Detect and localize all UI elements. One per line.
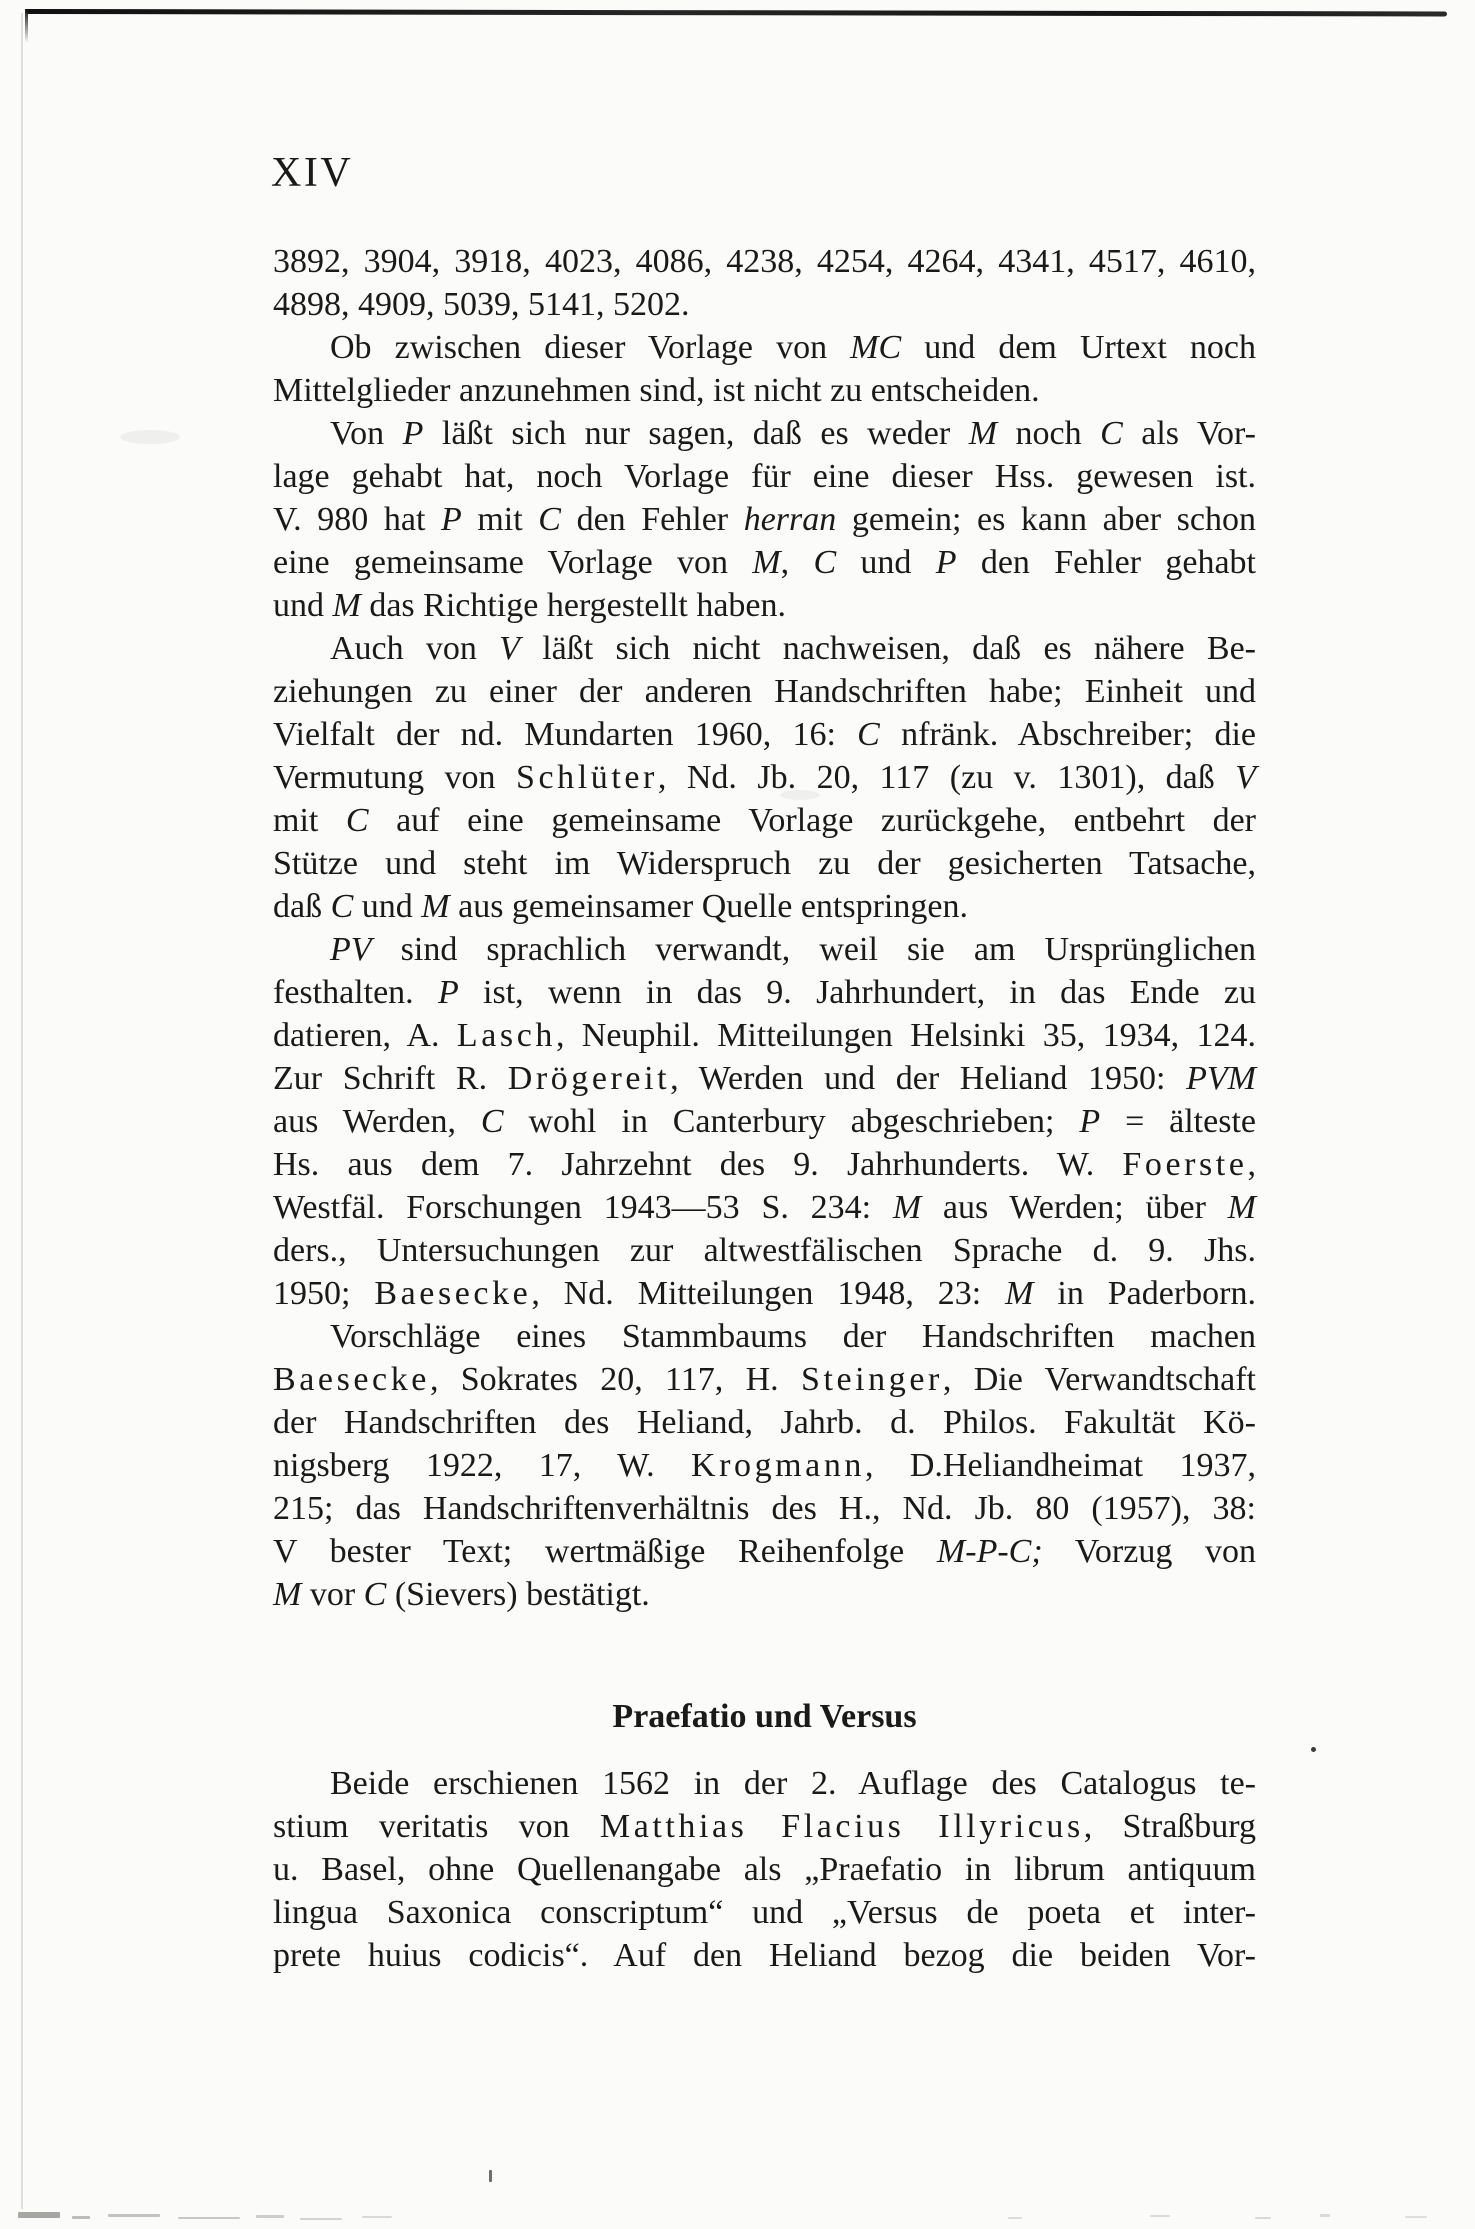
text-line <box>273 713 1256 756</box>
italic-text: M <box>421 888 450 925</box>
plain-text: eine gemeinsame Vorlage von <box>273 544 753 581</box>
plain-text: aus gemeinsamer Quelle entspringen. <box>449 888 968 925</box>
italic-text: M <box>1227 1189 1256 1226</box>
text-line <box>273 412 1256 455</box>
plain-text: , Straßburg <box>1083 1808 1256 1845</box>
text-line <box>273 584 1256 627</box>
plain-text: , <box>1247 1146 1256 1183</box>
italic-text: M <box>273 1576 302 1613</box>
text-line <box>273 1229 1256 1272</box>
text-line <box>273 541 1256 584</box>
plain-text: noch <box>997 415 1101 452</box>
text-line <box>273 1934 1256 1977</box>
text-line <box>273 1573 1256 1616</box>
plain-text: und dem Urtext noch <box>901 329 1256 366</box>
text-line <box>273 369 1256 412</box>
italic-text: PVM <box>1186 1060 1256 1097</box>
text-line <box>273 1358 1256 1401</box>
text-line <box>273 1272 1256 1315</box>
plain-text: ders., Untersuchungen zur altwestfälischen Sprache d. 9. Jhs. <box>273 1232 1256 1269</box>
text-line <box>273 1186 1256 1229</box>
plain-text: Ob zwischen dieser Vorlage von <box>330 329 851 366</box>
text-line <box>273 326 1256 369</box>
plain-text: 215; das Handschriftenverhältnis des H., Nd. Jb. 80 (1957), 38: <box>273 1490 1256 1527</box>
italic-text: V <box>499 630 520 667</box>
plain-text: , Die Verwandtschaft <box>942 1361 1256 1398</box>
italic-text: M <box>332 587 361 624</box>
letterspaced-name: Baesecke <box>273 1361 430 1398</box>
text-line <box>273 799 1256 842</box>
plain-text: vor <box>301 1576 364 1613</box>
section-paragraph-block <box>273 1762 1256 1977</box>
plain-text: , Nd. Jb. 20, 117 (zu v. 1301), daß <box>657 759 1236 796</box>
plain-text: datieren, A. <box>273 1017 457 1054</box>
text-line <box>273 283 1256 326</box>
italic-text: P <box>440 501 462 538</box>
text-line <box>273 756 1256 799</box>
plain-text: 4898, 4909, 5039, 5141, 5202. <box>273 286 690 323</box>
text-line <box>273 1315 1256 1358</box>
plain-text: Zur Schrift R. <box>273 1060 508 1097</box>
plain-text: Vorschläge eines Stammbaums der Handschriften machen <box>330 1318 1256 1355</box>
plain-text: das Richtige hergestellt haben. <box>360 587 787 624</box>
plain-text: Mittelglieder anzunehmen sind, ist nicht zu entscheiden. <box>273 372 1040 409</box>
letterspaced-name: Baesecke <box>374 1275 532 1312</box>
text-line <box>273 1401 1256 1444</box>
text-line <box>273 1530 1256 1573</box>
text-line <box>273 1143 1256 1186</box>
scan-smudge <box>780 790 820 800</box>
text-line <box>273 455 1256 498</box>
plain-text: auf eine gemeinsame Vorlage zurückgehe, entbehrt der <box>368 802 1256 839</box>
plain-text: , Nd. Mitteilungen 1948, 23: <box>531 1275 1006 1312</box>
italic-text: C <box>330 888 354 925</box>
plain-text: , D.Heliandheimat 1937, <box>864 1447 1256 1484</box>
letterspaced-name: Lasch <box>456 1017 556 1054</box>
plain-text: Stütze und steht im Widerspruch zu der gesicherten Tatsache, <box>273 845 1256 882</box>
plain-text: V bester Text; wertmäßige Reihenfolge <box>273 1533 937 1570</box>
scan-smudge <box>120 430 180 444</box>
text-line <box>273 1487 1256 1530</box>
italic-text: C <box>480 1103 504 1140</box>
plain-text: und <box>273 587 333 624</box>
plain-text: läßt sich nicht nachweisen, daß es nähere Be- <box>519 630 1256 667</box>
plain-text: Westfäl. Forschungen 1943—53 S. 234: <box>273 1189 893 1226</box>
plain-text: gemein; es kann aber schon <box>836 501 1256 538</box>
plain-text: lage gehabt hat, noch Vorlage für eine dieser Hss. gewesen ist. <box>273 458 1256 495</box>
letterspaced-name: Steinger <box>801 1361 943 1398</box>
text-line <box>273 627 1256 670</box>
plain-text: läßt sich nur sagen, daß es weder <box>423 415 969 452</box>
ink-tick-artifact <box>489 2170 492 2182</box>
text-line <box>273 842 1256 885</box>
italic-text: MC <box>850 329 902 366</box>
plain-text: nigsberg 1922, 17, W. <box>273 1447 691 1484</box>
text-line <box>273 971 1256 1014</box>
plain-text: mit <box>461 501 539 538</box>
plain-text: prete huius codicis“. Auf den Heliand bezog die beiden Vor- <box>273 1937 1256 1974</box>
plain-text: ziehungen zu einer der anderen Handschriften habe; Einheit und <box>273 673 1256 710</box>
text-line <box>273 1805 1256 1848</box>
plain-text: (Sievers) bestätigt. <box>386 1576 650 1613</box>
italic-text: M <box>968 415 998 452</box>
letterspaced-name: Drögereit <box>507 1060 671 1097</box>
plain-text: , <box>780 544 814 581</box>
plain-text: der Handschriften des Heliand, Jahrb. d. Philos. Fakultät Kö- <box>273 1404 1256 1441</box>
text-line <box>273 1100 1256 1143</box>
text-line <box>273 1891 1256 1934</box>
italic-text: P <box>402 415 424 452</box>
italic-text: P <box>1079 1103 1101 1140</box>
plain-text: ist, wenn in das 9. Jahrhundert, in das Ende zu <box>458 974 1256 1011</box>
body-text-block <box>273 240 1256 1616</box>
plain-text: u. Basel, ohne Quellenangabe als „Praefatio in librum antiquum <box>273 1851 1256 1888</box>
italic-text: C <box>857 716 880 753</box>
italic-text: C <box>538 501 561 538</box>
italic-text: PV <box>330 931 372 968</box>
plain-text: und <box>836 544 936 581</box>
text-line <box>273 1762 1256 1805</box>
scan-corner-mark <box>25 9 28 43</box>
plain-text: als Vor- <box>1122 415 1257 452</box>
plain-text: aus Werden; über <box>921 1189 1228 1226</box>
italic-text: C <box>345 802 369 839</box>
plain-text: den Fehler gehabt <box>956 544 1257 581</box>
plain-text: Vermutung von <box>273 759 517 796</box>
plain-text: V. 980 hat <box>273 501 441 538</box>
scan-top-edge-line <box>26 9 1447 16</box>
plain-text: sind sprachlich verwandt, weil sie am Ursprünglichen <box>371 931 1256 968</box>
text-line <box>273 498 1256 541</box>
text-line <box>273 1848 1256 1891</box>
text-line <box>273 670 1256 713</box>
plain-text: Von <box>330 415 403 452</box>
italic-text: M <box>892 1189 922 1226</box>
text-line <box>273 1014 1256 1057</box>
plain-text: 1950; <box>273 1275 375 1312</box>
plain-text: 3892, 3904, 3918, 4023, 4086, 4238, 4254, 4264, 4341, 4517, 4610, <box>273 243 1256 280</box>
italic-text: P <box>935 544 957 581</box>
plain-text: in Paderborn. <box>1033 1275 1256 1312</box>
plain-text: Auch von <box>330 630 500 667</box>
italic-text: C <box>363 1576 387 1613</box>
italic-text: C <box>1100 415 1123 452</box>
letterspaced-name: Schlüter <box>516 759 658 796</box>
italic-text: P <box>437 974 459 1011</box>
plain-text: Hs. aus dem 7. Jahrzehnt des 9. Jahrhunderts. W. <box>273 1146 1123 1183</box>
plain-text: daß <box>273 888 331 925</box>
plain-text: , Werden und der Heliand 1950: <box>670 1060 1187 1097</box>
scan-left-edge-line <box>21 13 23 2209</box>
plain-text: wohl in Canterbury abgeschrieben; <box>503 1103 1080 1140</box>
text-line <box>273 240 1256 283</box>
plain-text: aus Werden, <box>273 1103 481 1140</box>
italic-text: V <box>1235 759 1256 796</box>
italic-text: M <box>752 544 781 581</box>
ink-dot-artifact <box>1311 1747 1316 1752</box>
letterspaced-name: Krogmann <box>690 1447 865 1484</box>
plain-text: nfränk. Abschreiber; die <box>879 716 1256 753</box>
text-line <box>273 1444 1256 1487</box>
italic-text: C <box>813 544 837 581</box>
italic-text: M <box>1005 1275 1034 1312</box>
text-line <box>273 928 1256 971</box>
plain-text: = älteste <box>1100 1103 1256 1140</box>
plain-text: und <box>353 888 422 925</box>
plain-text: , Sokrates 20, 117, H. <box>429 1361 801 1398</box>
plain-text: festhalten. <box>273 974 438 1011</box>
plain-text: Vorzug von <box>1042 1533 1256 1570</box>
page-number: XIV <box>271 150 354 196</box>
plain-text: lingua Saxonica conscriptum“ und „Versus de poeta et inter- <box>273 1894 1256 1931</box>
text-line <box>273 885 1256 928</box>
letterspaced-name: Matthias Flacius Illyricus <box>599 1808 1084 1845</box>
section-heading: Praefatio und Versus <box>612 1698 917 1735</box>
italic-text: M-P-C; <box>936 1533 1043 1570</box>
plain-text: stium veritatis von <box>273 1808 600 1845</box>
letterspaced-name: Foerste <box>1122 1146 1248 1183</box>
plain-text: Beide erschienen 1562 in der 2. Auflage des Catalogus te- <box>330 1765 1256 1802</box>
text-line <box>273 1057 1256 1100</box>
italic-text: herran <box>743 501 837 538</box>
plain-text: , Neuphil. Mitteilungen Helsinki 35, 1934, 124. <box>555 1017 1256 1054</box>
plain-text: mit <box>273 802 346 839</box>
plain-text: den Fehler <box>560 501 744 538</box>
plain-text: Vielfalt der nd. Mundarten 1960, 16: <box>273 716 858 753</box>
